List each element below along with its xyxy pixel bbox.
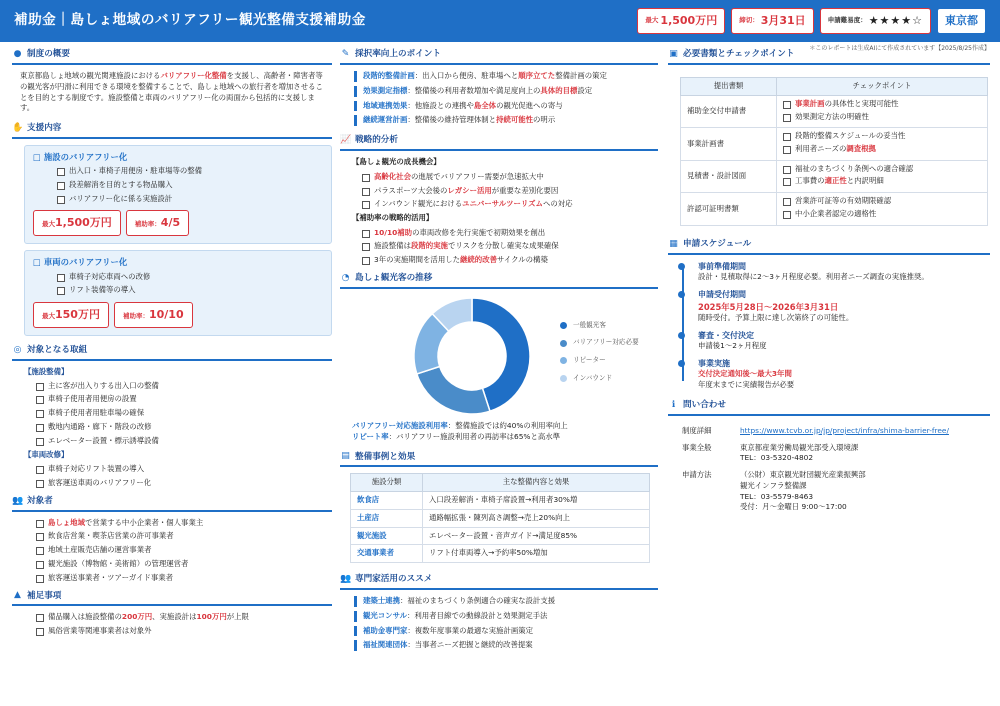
target-icon: ◎ — [13, 344, 22, 355]
calendar-icon: ▦ — [669, 238, 678, 249]
list-item: 車椅子使用者用便房の設置 — [36, 394, 332, 405]
table-row: 事業計画書 段階的整備スケジュールの妥当性 利用者ニーズの調査根拠 — [681, 128, 988, 160]
timeline-item: 事業実施 交付決定通知後～最大3年間 年度末までに実績報告が必要 — [698, 358, 990, 391]
prefecture-badge: 東京都 — [937, 8, 986, 34]
list-item: 地域連携効果：他施設との連携や島全体の観光促進への寄与 — [354, 101, 658, 112]
table-row: 観光施設 エレベーター設置・音声ガイド→満足度85% — [351, 527, 650, 545]
list-item: 観光施設（博物館・美術館）の管理運営者 — [36, 559, 332, 570]
list-item: 継続運営計画：整備後の維持管理体制と持続可能性の明示 — [354, 115, 658, 126]
tourism-heading: ◔ 島しょ観光客の推移 — [340, 272, 658, 289]
vehicle-max-pill: 最大150万円 — [33, 302, 109, 328]
legend-item: インバウンド — [560, 374, 639, 384]
chart-line-icon: 📈 — [340, 134, 352, 145]
table-row: 土産店 通路幅拡張・陳列高さ調整→売上20%向上 — [351, 509, 650, 527]
overview-text: 東京都島しょ地域の観光関連施設におけるバリアフリー化整備を支援し、高齢者・障害者等の観光客が円滑に利用できる環境を整備することで、島しょ地域への旅行者を増加させることを目的とする制度です。施設整備と車両のバリアフリー化の両面から包括的に支援します。 — [20, 71, 323, 113]
list-item: 旅客運送事業者・ツアーガイド事業者 — [36, 573, 332, 584]
table-row: 見積書・設計図面 福祉のまちづくり条例への適合確認 工事費の適正性と内訳明細 — [681, 160, 988, 192]
pie-chart-area — [340, 295, 658, 417]
list-item: 観光コンサル：利用者目線での動線設計と効果測定手法 — [354, 611, 658, 622]
list-item: 高齢化社会の進展でバリアフリー需要が急速拡大中 — [362, 172, 658, 183]
legend-item: リピーター — [560, 356, 639, 366]
table-row: 許認可証明書類 営業許可証等の有効期限確認 中小企業者認定の適格性 — [681, 193, 988, 225]
warning-icon: ▲ — [14, 590, 21, 601]
legend-swatch — [560, 340, 567, 347]
details-link[interactable]: https://www.tcvb.or.jp/jp/project/infra/shima-barrier-free/ — [740, 425, 949, 435]
list-item: 補助金専門家：複数年度事業の最適な実施計画策定 — [354, 626, 658, 637]
list-item: エレベーター設置・標示誘導設備 — [36, 436, 332, 447]
list-item: バリアフリー化に係る実施設計 — [57, 194, 323, 205]
list-item: 車椅子対応リフト装置の導入 — [36, 464, 332, 475]
experts-heading: 👥 専門家活用のススメ — [340, 573, 658, 590]
legend-swatch — [560, 322, 567, 329]
vehicle-support-box: □ 車両のバリアフリー化 車椅子対応車両への改修 リフト装備等の導入 最大150万円 補助率：10/10 — [24, 250, 332, 336]
overview-heading: ● 制度の概要 — [12, 48, 332, 65]
facility-support-box: □ 施設のバリアフリー化 出入口・車椅子用便房・駐車場等の整備 段差解消を目的とする物品購入 バリアフリー化に係る実施設計 最大1,500万円 補助率：4/5 — [24, 145, 332, 244]
page-header — [0, 0, 1000, 42]
list-item: 風俗営業等関連事業者は対象外 — [36, 626, 332, 637]
supplement-heading: ▲ 補足事項 — [12, 589, 332, 606]
max-amount-badge: 最大 1,500万円 — [637, 8, 725, 34]
page-title: 補助金｜島しょ地域のバリアフリー観光整備支援補助金 — [14, 12, 366, 29]
list-item: 地域土産販売店舗の運営事業者 — [36, 545, 332, 556]
table-row: 交通事業者 リフト付車両導入→予約率50%増加 — [351, 545, 650, 563]
list-item: 車椅子対応車両への改修 — [57, 272, 323, 283]
timeline-item: 申請受付期間 2025年5月28日～2026年3月31日 随時受付。予算上限に達し次第終了の可能性。 — [698, 289, 990, 324]
legend-swatch — [560, 357, 567, 364]
list-item: インバウンド観光におけるユニバーサルツーリズムへの対応 — [362, 199, 658, 210]
list-item: 備品購入は施設整備の200万円、実施設計は100万円が上限 — [36, 612, 332, 623]
tourism-stats: バリアフリー対応施設利用率：整備施設では約40%の利用率向上 リピート率：バリアフリー施設利用者の再訪率は65%と高水準 — [352, 420, 568, 441]
legend-item: 一般観光客 — [560, 321, 639, 331]
schedule-heading: ▦ 申請スケジュール — [668, 238, 990, 255]
users-icon: 👥 — [12, 495, 24, 506]
info-icon: ● — [13, 49, 22, 59]
middle-column: ✎ 採択率向上のポイント 段階的整備計画：出入口から便房、駐車場へと順序立てた整備計画の策定 効果測定指標：整備後の利用者数増加や満足度向上の具体的目標設定 地域連携効果：他施設との連携や島全体の観光促進への寄与 継続運営計画：整備後の維持管理体制と持続可能性の明示 📈 戦略的分析 【島しょ観光の成長機会】 高齢化社会の進展でバリアフリー需要が急速拡大中 パラスポーツ大会後のレガシー活用が重要な差別化要因 インバウンド観光におけるユニバーサルツーリズムへの対応 【補助率の戦略的活用】 10/10補助の車両改修を先行実施で初期効果を創出 施設整備は段階的実施でリスクを分散し確実な成果確保 3年の実施期間を活用した継続的改善サイクルの構築 ◔ 島しょ観光客の推移 一般観光客 バリアフリー対応必要 リピーター インバウンド バリアフリー対応施設利用率：整備施設では約40%の利用率向上 リピート率：バリアフリー施設利用者の再訪率は65%と高水準 ▤ 整備事例と効果 施設分類 主な整備内容と効果 飲食店 入口段差解消・車椅子席設置→利用者30%増 土産店 通路幅拡張・陳列高さ調整→売上20%向上 観光施設 エレベーター設置・音声ガイド→満足度85% 交通事業者 リフト付車両導入→予約率50%増加 👥 専門家活用のススメ 建築士連携：福祉のまちづくり条例適合の確実な設計支援 観光コンサル：利用者目線での動線設計と効果測定手法 補助金専門家：複数年度事業の最適な実施計画策定 福祉関連団体：当事者ニーズ把握と継続的改善提案 — [340, 48, 658, 655]
info-icon: ℹ — [671, 399, 676, 410]
cases-table: 施設分類 主な整備内容と効果 飲食店 入口段差解消・車椅子席設置→利用者30%増 土産店 通路幅拡張・陳列高さ調整→売上20%向上 観光施設 エレベーター設置・音声ガイド→満足度85% 交通事業者 リフト付車両導入→予約率50%増加 — [350, 473, 650, 563]
list-item: 島しょ地域で営業する中小企業者・個人事業主 — [36, 518, 332, 529]
list-item: 敷地内通路・廊下・階段の改修 — [36, 422, 332, 433]
timeline-item: 審査・交付決定 申請後1～2ヶ月程度 — [698, 330, 990, 352]
difficulty-badge: 申請難易度： ★★★★☆ — [820, 8, 931, 34]
lightbulb-icon: ✎ — [341, 49, 350, 59]
list-item: 旅客運送車両のバリアフリー化 — [36, 478, 332, 489]
list-item: 飲食店営業・喫茶店営業の許可事業者 — [36, 531, 332, 542]
cases-heading: ▤ 整備事例と効果 — [340, 450, 658, 467]
schedule-timeline — [674, 261, 990, 391]
document-icon: ▣ — [669, 49, 678, 59]
legend-item: バリアフリー対応必要 — [560, 338, 639, 348]
targets-heading: ◎ 対象となる取組 — [12, 344, 332, 361]
handshake-icon: ✋ — [12, 122, 24, 133]
documents-table: 提出書類 チェックポイント 補助金交付申請書 事業計画の具体性と実現可能性 効果測定方法の明確性 事業計画書 段階的整備スケジュールの妥当性 利用者ニーズの調査根拠 見積書・設計図面 福祉のまちづくり条例への適合確認 工事費の適正性と内訳明細 許認可証明書類 営業許可証等の有効期限確認 中小企業者認定の適格性 — [680, 77, 988, 226]
pie-slice-1 — [417, 366, 490, 413]
list-item: リフト装備等の導入 — [57, 285, 323, 296]
list-item: 福祉関連団体：当事者ニーズ把握と継続的改善提案 — [354, 640, 658, 651]
list-item: 効果測定指標：整備後の利用者数増加や満足度向上の具体的目標設定 — [354, 86, 658, 97]
list-icon: ▤ — [341, 451, 350, 462]
list-item: 施設整備は段階的実施でリスクを分散し確実な成果確保 — [362, 241, 658, 252]
list-item: 主に客が出入りする出入口の整備 — [36, 381, 332, 392]
contact-heading: ℹ 問い合わせ — [668, 399, 990, 416]
list-item: 3年の実施期間を活用した継続的改善サイクルの構築 — [362, 255, 658, 266]
eligible-heading: 👥 対象者 — [12, 495, 332, 512]
support-heading: ✋ 支援内容 — [12, 122, 332, 139]
list-item: 車椅子使用者用駐車場の確保 — [36, 408, 332, 419]
table-row: 飲食店 入口段差解消・車椅子席設置→利用者30%増 — [351, 492, 650, 510]
facility-rate-pill: 補助率：4/5 — [126, 210, 189, 236]
deadline-badge: 締切： 3月31日 — [731, 8, 813, 34]
legend-swatch — [560, 375, 567, 382]
list-item: パラスポーツ大会後のレガシー活用が重要な差別化要因 — [362, 186, 658, 197]
ai-note: ＊このレポートは生成AIにて作成されています【2025/8/25作成】 — [809, 45, 990, 52]
points-heading: ✎ 採択率向上のポイント — [340, 48, 658, 65]
list-item: 10/10補助の車両改修を先行実施で初期効果を創出 — [362, 228, 658, 239]
table-row: 補助金交付申請書 事業計画の具体性と実現可能性 効果測定方法の明確性 — [681, 95, 988, 127]
strategy-heading: 📈 戦略的分析 — [340, 134, 658, 151]
timeline-item: 事前準備期間 設計・見積取得に2～3ヶ月程度必要。利用者ニーズ調査の実施推奨。 — [698, 261, 990, 283]
chart-legend — [560, 321, 639, 391]
vehicle-rate-pill: 補助率：10/10 — [114, 302, 193, 328]
contact-info: 制度詳細 https://www.tcvb.or.jp/jp/project/infra/shima-barrier-free/ 事業全般 東京都産業労働局観光部受入環境課 TEL：03-5320-4802 申請方法 （公財）東京観光財団観光産業振興部 観光インフラ整備課 TEL：03-5579-8463 受付：月～金曜日 9:00～17:00 — [682, 425, 949, 512]
left-column: ● 制度の概要 東京都島しょ地域の観光関連施設におけるバリアフリー化整備を支援し、高齢者・障害者等の観光客が円滑に利用できる環境を整備することで、島しょ地域への旅行者を増加させることを目的とする制度です。施設整備と車両のバリアフリー化の両面から包括的に支援します。 ✋ 支援内容 □ 施設のバリアフリー化 出入口・車椅子用便房・駐車場等の整備 段差解消を目的とする物品購入 バリアフリー化に係る実施設計 最大1,500万円 補助率：4/5 □ 車両のバリアフリー化 車椅子対応車両への改修 リフト装備等の導入 最大150万円 補助率：10/10 ◎ 対象となる取組 【施設整備】 主に客が出入りする出入口の整備 車椅子使用者用便房の設置 車椅子使用者用駐車場の確保 敷地内通路・廊下・階段の改修 エレベーター設置・標示誘導設備 【車両改修】 車椅子対応リフト装置の導入 旅客運送車両のバリアフリー化 👥 対象者 島しょ地域で営業する中小企業者・個人事業主 飲食店営業・喫茶店営業の許可事業者 地域土産販売店舗の運営事業者 観光施設（博物館・美術館）の管理運営者 旅客運送事業者・ツアーガイド事業者 ▲ 補足事項 備品購入は施設整備の200万円、実施設計は100万円が上限 風俗営業等関連事業者は対象外 — [12, 48, 332, 640]
donut-chart — [402, 295, 542, 417]
users-icon: 👥 — [340, 574, 352, 585]
list-item: 段階的整備計画：出入口から便房、駐車場へと順序立てた整備計画の策定 — [354, 71, 658, 82]
facility-max-pill: 最大1,500万円 — [33, 210, 121, 236]
documents-heading: ▣ 必要書類とチェックポイント — [668, 48, 990, 65]
right-column — [668, 48, 990, 513]
list-item: 段差解消を目的とする物品購入 — [57, 180, 323, 191]
list-item: 建築士連携：福祉のまちづくり条例適合の確実な設計支援 — [354, 596, 658, 607]
list-item: 出入口・車椅子用便房・駐車場等の整備 — [57, 166, 323, 177]
pie-chart-icon: ◔ — [341, 272, 350, 283]
